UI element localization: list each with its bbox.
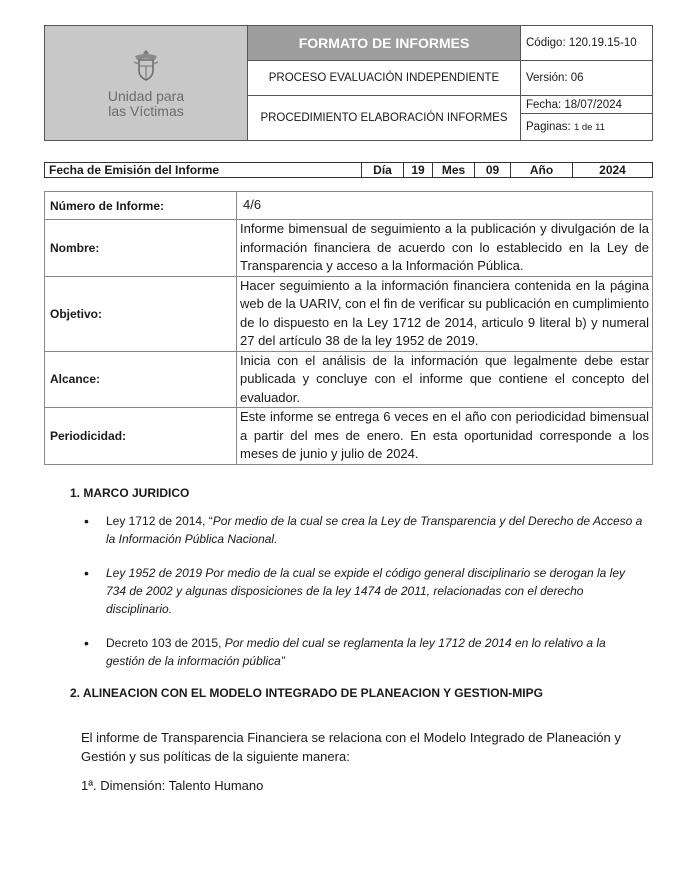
paginas-value: 1 de 11 [573,122,605,133]
fecha-header: Fecha: 18/07/2024 [521,96,653,114]
info-label: Nombre: [45,220,237,277]
bullet-text: Por medio de la cual se expide el código general disciplinario se derogan la ley 734 de 2002 y algunas disposiciones de la ley 1474 de 2011, relacionadas con el derecho disciplinario. [106,566,626,616]
section-title-alineacion-mipg: 2. ALINEACION CON EL MODELO INTEGRADO DE PLANEACION Y GESTION-MIPG [70,686,543,700]
info-row-nombre [45,220,653,277]
bullet-icon: • [84,513,89,529]
procedimiento: PROCEDIMIENTO ELABORACIÓN INFORMES [248,96,521,141]
info-value: Este informe se entrega 6 veces en el año con periodicidad bimensual a partir del mes de enero. En esta oportunidad corresponde a los meses de junio y julio de 2024. [237,408,653,465]
emission-label: Fecha de Emisión del Informe [45,163,362,178]
dia-label: Día [362,163,404,178]
codigo: Código: 120.19.15-10 [521,26,653,61]
bullet-icon: • [84,565,89,581]
dia-value: 19 [404,163,433,178]
bullet-lead: Decreto 103 de 2015, [106,636,225,650]
mes-label: Mes [433,163,475,178]
info-row-alcance [45,351,653,408]
bullet-lead: Ley 1712 de 2014, “ [106,514,213,528]
section-title-marco-juridico: 1. MARCO JURIDICO [70,486,190,500]
info-row-objetivo [45,276,653,351]
info-label: Alcance: [45,351,237,408]
bullet-text: Por medio de la cual se crea la Ley de Transparencia y del Derecho de Acceso a la Información Pública Nacional. [106,514,643,546]
list-item [84,634,644,670]
bullet-icon: • [84,635,89,651]
logo-line-1: Unidad para [107,87,185,104]
info-value: Informe bimensual de seguimiento a la publicación y divulgación de la información financiera de acuerdo con lo establecido en la Ley de Transparencia y acceso a la Información Pública. [237,220,653,277]
info-value: Hacer seguimiento a la información financiera contenida en la página web de la UARIV, con el fin de verificar su publicación en cumplimiento de lo dispuesto en la Ley 1712 de 2014, articulo 9 literal b) y numeral 27 del artículo 38 de la ley 1952 de 2019. [237,276,653,351]
format-title: FORMATO DE INFORMES [248,26,521,61]
info-label: Número de Informe: [45,192,237,220]
emission-date-row [44,162,653,178]
paginas-label: Paginas: [526,121,571,133]
info-label: Objetivo: [45,276,237,351]
list-item [84,564,644,618]
logo-text [45,89,247,119]
coat-of-arms-icon [131,48,161,82]
version: Versión: 06 [521,61,653,96]
logo-line-2: las Víctimas [108,102,184,119]
info-label: Periodicidad: [45,408,237,465]
info-row-numero [45,192,653,220]
report-info-table [44,191,653,465]
info-row-periodicidad [45,408,653,465]
info-value: 4/6 [237,192,653,220]
list-item [84,512,644,548]
bullet-lead: Ley 1952 de 2019 [106,566,203,580]
paginas [521,114,653,141]
mipg-paragraph: El informe de Transparencia Financiera se relaciona con el Modelo Integrado de Planeación y Gestión y sus políticas de la siguiente manera: [81,730,621,764]
proceso: PROCESO EVALUACIÒN INDEPENDIENTE [248,61,521,96]
info-value: Inicia con el análisis de la información que legalmente debe estar publicada y concluye con el informe que contiene el concepto del evaluador. [237,351,653,408]
anio-value: 2024 [573,163,653,178]
dimension-line: 1ª. Dimensión: Talento Humano [81,778,264,793]
mes-value: 09 [475,163,511,178]
bullet-text: Por medio del cual se reglamenta la ley 1712 de 2014 en lo relativo a la gestión de la información pública” [106,636,606,668]
anio-label: Año [511,163,573,178]
logo-cell [45,26,248,141]
document-header [44,25,653,141]
